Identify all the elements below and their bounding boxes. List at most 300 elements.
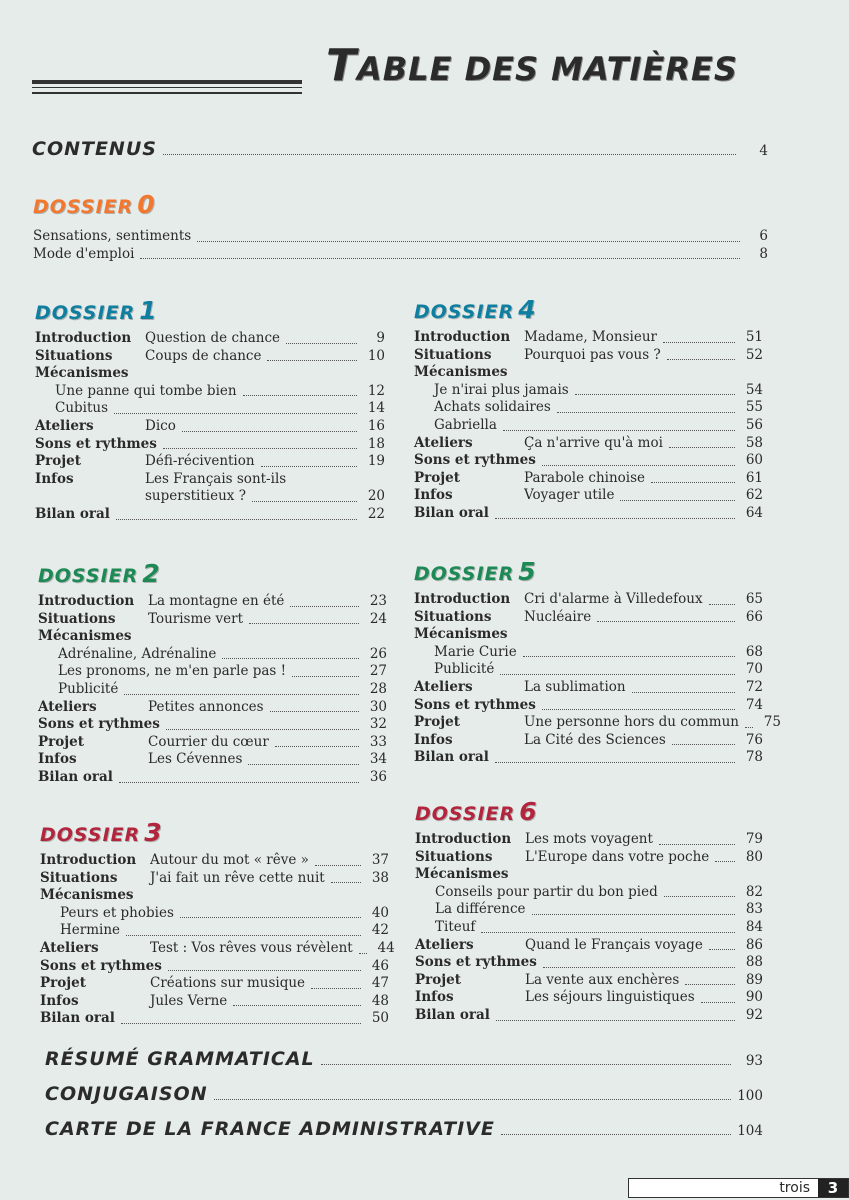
entry-title: Test : Vos rêves vous révèlent	[150, 939, 353, 956]
dot-leader	[542, 465, 735, 466]
dot-leader	[166, 729, 359, 730]
toc-entry[interactable]	[35, 400, 385, 418]
entry-title: Voyager utile	[524, 487, 615, 504]
dot-leader	[523, 656, 735, 657]
entry-label: Projet	[40, 975, 86, 992]
entry-label: Bilan oral	[415, 1006, 490, 1023]
toc-entry[interactable]	[35, 436, 385, 454]
dot-leader	[501, 1134, 731, 1135]
dot-leader	[168, 970, 361, 971]
toc-entry[interactable]	[40, 905, 389, 923]
entry-label: Ateliers	[414, 434, 473, 451]
dossier-6-heading: DOSSIER 6	[415, 797, 538, 826]
page-number: 47	[371, 975, 389, 992]
entry-label: Mécanismes	[35, 365, 129, 382]
toc-entry[interactable]	[414, 417, 763, 435]
toc-entry[interactable]	[38, 699, 387, 717]
entry-title: Nucléaire	[524, 608, 592, 625]
dot-leader	[542, 709, 735, 710]
entry-title: Créations sur musique	[150, 975, 306, 992]
page-number: 83	[745, 901, 763, 918]
entry-title: Gabriella	[434, 416, 497, 433]
entry-label: Mécanismes	[415, 866, 509, 883]
toc-entry[interactable]	[38, 611, 387, 629]
entry-title: Cri d'alarme à Villedefoux	[524, 591, 703, 607]
page-number: 36	[369, 768, 387, 785]
entry-label: Infos	[40, 992, 79, 1009]
entry-title: Hermine	[60, 922, 121, 939]
entry-label: Introduction	[40, 852, 137, 868]
dossier-1-heading: DOSSIER 1	[35, 296, 158, 325]
dot-leader	[575, 394, 735, 395]
dot-leader	[261, 466, 357, 467]
toc-entry[interactable]	[415, 1007, 763, 1025]
page-number: 32	[369, 716, 387, 733]
page-number: 40	[371, 904, 389, 921]
toc-entry[interactable]	[414, 347, 763, 365]
entry-title: Conseils pour partir du bon pied	[435, 883, 658, 900]
entry-title: Les mots voyagent	[525, 831, 653, 847]
toc-entry[interactable]	[415, 849, 763, 867]
page-number: 34	[369, 751, 387, 768]
entry-title: Petites annonces	[148, 698, 264, 715]
entry-label: Ateliers	[35, 417, 94, 434]
page-number: 18	[367, 435, 385, 452]
page-number: 55	[745, 399, 763, 416]
dot-leader	[249, 623, 359, 624]
dot-leader	[270, 711, 359, 712]
toc-entry[interactable]	[35, 506, 385, 524]
dot-leader	[701, 1002, 735, 1003]
entry-title: La différence	[435, 901, 526, 918]
entry-label: Situations	[38, 610, 116, 627]
toc-entry[interactable]	[35, 348, 385, 366]
entry-title: Titeuf	[435, 918, 476, 935]
entry-title: Publicité	[434, 661, 495, 678]
entry-title: Marie Curie	[434, 643, 517, 660]
dot-leader	[500, 674, 735, 675]
dot-leader	[163, 448, 357, 449]
dot-leader	[311, 988, 361, 989]
page-word: trois	[779, 1180, 810, 1196]
dot-leader	[197, 241, 740, 242]
page-number: 9	[376, 330, 385, 346]
toc-entry[interactable]	[40, 993, 389, 1011]
page-number: 38	[371, 869, 389, 886]
dot-leader	[496, 1020, 735, 1021]
entry-title: Coups de chance	[145, 347, 262, 364]
toc-entry[interactable]	[414, 591, 763, 609]
header-rule	[32, 80, 302, 94]
page-number: 64	[745, 504, 763, 521]
entry-title: Madame, Monsieur	[524, 329, 657, 345]
page-number: 88	[745, 954, 763, 971]
toc-entry[interactable]	[414, 382, 763, 400]
toc-contenus[interactable]	[32, 138, 768, 160]
dot-leader	[495, 762, 735, 763]
entry-label: Infos	[414, 487, 453, 504]
toc-entry[interactable]	[40, 870, 389, 888]
dot-leader	[659, 844, 735, 845]
dot-leader	[214, 1099, 731, 1100]
toc-entry[interactable]	[38, 751, 387, 769]
dot-leader	[286, 343, 357, 344]
page-footer	[628, 1178, 849, 1198]
dot-leader	[715, 861, 735, 862]
entry-label: Introduction	[415, 831, 512, 847]
page-number: 12	[367, 382, 385, 399]
entry-label: Ateliers	[38, 698, 97, 715]
page-number: 23	[369, 593, 387, 609]
page-number: 24	[369, 610, 387, 627]
page-number: 46	[371, 957, 389, 974]
toc-entry[interactable]	[35, 471, 385, 489]
entry-label: Infos	[414, 731, 453, 748]
dot-leader	[126, 935, 361, 936]
toc-entry[interactable]	[415, 989, 763, 1007]
toc-entry[interactable]: Mode d'emploi 8	[33, 245, 768, 262]
dot-leader	[252, 501, 357, 502]
toc-entry[interactable]	[38, 663, 387, 681]
entry-title: Les Français sont-ils	[145, 470, 287, 487]
dot-leader	[709, 604, 735, 605]
entry-label: Projet	[414, 714, 460, 731]
toc-entry[interactable]	[38, 734, 387, 752]
entry-label: Mécanismes	[414, 364, 508, 381]
page-number: 80	[745, 848, 763, 865]
page-number: 61	[745, 469, 763, 486]
page-number: 26	[369, 645, 387, 662]
page-number: 92	[745, 1006, 763, 1023]
page-number: 20	[367, 488, 385, 505]
page-number: 70	[745, 661, 763, 678]
toc-subheading	[415, 866, 763, 884]
toc-subheading	[35, 365, 385, 383]
page-number: 60	[745, 452, 763, 469]
toc-entry[interactable]	[415, 919, 763, 937]
dot-leader	[182, 431, 357, 432]
entry-title: J'ai fait un rêve cette nuit	[150, 869, 325, 886]
dot-leader	[532, 914, 735, 915]
page-number: 51	[745, 329, 763, 345]
toc-entry[interactable]	[414, 732, 763, 750]
toc-entry[interactable]	[35, 418, 385, 436]
page-number: 33	[369, 733, 387, 750]
toc-subheading	[38, 628, 387, 646]
toc-entry[interactable]	[415, 954, 763, 972]
dot-leader	[116, 519, 357, 520]
dot-leader	[667, 359, 735, 360]
dot-leader	[745, 727, 753, 728]
toc-entry[interactable]	[415, 831, 763, 849]
entry-label: Projet	[35, 453, 81, 470]
page-number-box: 3	[818, 1179, 848, 1197]
entry-title: Tourisme vert	[148, 610, 244, 627]
dot-leader	[669, 447, 735, 448]
toc-entry[interactable]	[414, 714, 781, 732]
entry-label: Sons et rythmes	[35, 435, 157, 452]
page-number: 48	[371, 992, 389, 1009]
page-number: 10	[367, 347, 385, 364]
toc-entry[interactable]	[414, 697, 763, 715]
page-number: 82	[745, 883, 763, 900]
dot-leader	[233, 1005, 361, 1006]
toc-entry[interactable]	[414, 749, 763, 767]
entry-label: Mécanismes	[38, 628, 132, 645]
dot-leader	[114, 413, 357, 414]
toc-entry[interactable]	[415, 972, 763, 990]
toc-entry[interactable]	[414, 505, 763, 523]
page-number: 90	[745, 989, 763, 1006]
toc-entry[interactable]	[40, 852, 389, 870]
page-number: 84	[745, 918, 763, 935]
dot-leader	[267, 360, 357, 361]
page-number: 79	[745, 831, 763, 847]
entry-label: Infos	[35, 470, 74, 487]
entry-title: Quand le Français voyage	[525, 936, 703, 953]
page-number: 4	[759, 143, 768, 159]
toc-entry[interactable]	[414, 329, 763, 347]
dot-leader	[632, 692, 735, 693]
dot-leader	[321, 1064, 731, 1065]
toc-entry[interactable]	[414, 435, 763, 453]
toc-entry[interactable]: Sensations, sentiments 6	[33, 228, 768, 244]
entry-label: Bilan oral	[40, 1010, 115, 1027]
dot-leader	[124, 694, 359, 695]
entry-label: Situations	[414, 346, 492, 363]
entry-title: La montagne en été	[148, 593, 285, 609]
entry-title: Adrénaline, Adrénaline	[58, 645, 217, 662]
toc-entry[interactable]	[35, 453, 385, 471]
entry-label: Sons et rythmes	[40, 957, 162, 974]
toc-entry[interactable]	[415, 884, 763, 902]
page-number: 72	[745, 678, 763, 695]
entry-title: Pourquoi pas vous ?	[524, 346, 661, 363]
page-number: 76	[745, 731, 763, 748]
toc-resume-grammatical[interactable]: RÉSUMÉ GRAMMATICAL 93	[45, 1048, 763, 1070]
entry-title: Une panne qui tombe bien	[55, 382, 237, 399]
dot-leader	[663, 342, 735, 343]
toc-entry[interactable]	[38, 769, 387, 787]
page-number: 58	[745, 434, 763, 451]
entry-title: Autour du mot « rêve »	[150, 852, 309, 868]
entry-title: Une personne hors du commun	[524, 714, 739, 731]
dot-leader	[557, 412, 735, 413]
dot-leader	[275, 746, 359, 747]
dossier-2-heading: DOSSIER 2	[38, 559, 161, 588]
page-number: 22	[367, 505, 385, 522]
dot-leader	[290, 606, 359, 607]
dossier-4-entries	[414, 329, 763, 523]
toc-entry[interactable]	[414, 470, 763, 488]
entry-title: Achats solidaires	[434, 399, 551, 416]
entry-label: Bilan oral	[414, 504, 489, 521]
entry-title: Les Cévennes	[148, 751, 243, 768]
page-number: 66	[745, 608, 763, 625]
toc-subheading	[414, 626, 763, 644]
dot-leader	[481, 932, 735, 933]
toc-carte-france[interactable]: CARTE DE LA FRANCE ADMINISTRATIVE 104	[45, 1118, 763, 1140]
entry-label: Introduction	[35, 330, 132, 346]
entry-title: Dico	[145, 417, 176, 434]
toc-subheading	[40, 887, 389, 905]
dot-leader	[495, 518, 735, 519]
dot-leader	[331, 882, 361, 883]
toc-entry[interactable]	[40, 975, 389, 993]
page-number: 28	[369, 680, 387, 697]
toc-entry[interactable]	[414, 452, 763, 470]
entry-label: Mécanismes	[40, 887, 134, 904]
toc-entry[interactable]	[414, 679, 763, 697]
dot-leader	[222, 658, 359, 659]
dot-leader	[243, 395, 357, 396]
dot-leader	[121, 1023, 361, 1024]
entry-label: Introduction	[414, 329, 511, 345]
dot-leader	[620, 500, 735, 501]
page-number: 62	[745, 487, 763, 504]
toc-entry[interactable]	[35, 383, 385, 401]
dot-leader	[543, 967, 735, 968]
entry-label: Sons et rythmes	[414, 452, 536, 469]
page-number: 19	[367, 453, 385, 470]
entry-label: Infos	[38, 751, 77, 768]
toc-entry[interactable]	[35, 330, 385, 348]
page-number: 16	[367, 417, 385, 434]
entry-label: Ateliers	[414, 678, 473, 695]
dossier-3-heading: DOSSIER 3	[40, 818, 163, 847]
entry-title: Ça n'arrive qu'à moi	[524, 434, 663, 451]
dossier-4-heading: DOSSIER 4	[414, 295, 537, 324]
toc-subheading	[414, 364, 763, 382]
dot-leader	[651, 482, 735, 483]
entry-title: Les séjours linguistiques	[525, 989, 695, 1006]
toc-entry[interactable]	[414, 644, 763, 662]
page-number: 78	[745, 749, 763, 766]
dot-leader	[140, 258, 740, 259]
toc-entry[interactable]	[414, 661, 763, 679]
entry-label: Infos	[415, 989, 454, 1006]
entry-label: Sons et rythmes	[415, 954, 537, 971]
entry-label: Bilan oral	[414, 749, 489, 766]
toc-entry[interactable]	[38, 681, 387, 699]
page-number: 56	[745, 416, 763, 433]
dot-leader	[292, 676, 359, 677]
entry-label: Mécanismes	[414, 626, 508, 643]
entry-title: L'Europe dans votre poche	[525, 848, 710, 865]
entry-title: Les pronoms, ne m'en parle pas !	[58, 663, 287, 680]
page-number: 27	[369, 663, 387, 680]
dossier-5-heading: DOSSIER 5	[414, 557, 537, 586]
entry-title: Courrier du cœur	[148, 733, 269, 750]
entry-label: Projet	[414, 469, 460, 486]
page-number: 44	[377, 939, 395, 956]
dossier-2-entries	[38, 593, 387, 787]
dot-leader	[248, 764, 359, 765]
entry-title: Parabole chinoise	[524, 469, 646, 486]
dot-leader	[597, 621, 735, 622]
page-number: 30	[369, 698, 387, 715]
entry-label: Situations	[415, 848, 493, 865]
dot-leader	[180, 917, 361, 918]
page-number: 75	[763, 714, 781, 731]
entry-label: Projet	[38, 733, 84, 750]
entry-title: La sublimation	[524, 678, 626, 695]
page-number: 52	[745, 346, 763, 363]
dot-leader	[503, 430, 735, 431]
toc-entry[interactable]	[35, 488, 385, 506]
page-number: 42	[371, 922, 389, 939]
entry-label: Situations	[40, 869, 118, 886]
dossier-6-entries	[415, 831, 763, 1025]
page-title: TABLE DES MATIÈRES	[326, 40, 738, 91]
entry-title: Question de chance	[145, 330, 281, 346]
dot-leader	[664, 896, 735, 897]
toc-entry[interactable]	[40, 1010, 389, 1028]
entry-title: Je n'irai plus jamais	[434, 381, 569, 398]
dossier-0-entries	[33, 228, 768, 263]
page-number: 74	[745, 696, 763, 713]
entry-label: Sons et rythmes	[414, 696, 536, 713]
entry-label: Ateliers	[40, 939, 99, 956]
toc-entry[interactable]	[40, 958, 389, 976]
dot-leader	[163, 154, 736, 155]
toc-entry[interactable]	[414, 609, 763, 627]
toc-entry[interactable]	[414, 399, 763, 417]
toc-entry[interactable]	[38, 593, 387, 611]
page-number: 86	[745, 936, 763, 953]
toc-entry[interactable]	[38, 646, 387, 664]
page-number: 65	[745, 591, 763, 607]
toc-entry[interactable]	[414, 487, 763, 505]
dot-leader	[672, 744, 735, 745]
entry-title: Cubitus	[55, 400, 109, 417]
dot-leader	[685, 984, 735, 985]
entry-title: La vente aux enchères	[525, 971, 680, 988]
entry-label: Situations	[35, 347, 113, 364]
entry-title: Défi-récivention	[145, 453, 255, 470]
dot-leader	[359, 953, 367, 954]
toc-entry[interactable]	[40, 939, 395, 958]
entry-label: Sons et rythmes	[38, 716, 160, 733]
entry-label: Introduction	[38, 593, 135, 609]
page-number: 68	[745, 643, 763, 660]
dossier-3-entries	[40, 852, 395, 1028]
toc-entry[interactable]	[415, 937, 763, 955]
dot-leader	[315, 865, 361, 866]
entry-title: La Cité des Sciences	[524, 731, 666, 748]
page-number: 37	[371, 852, 389, 868]
entry-label: Projet	[415, 971, 461, 988]
toc-entry[interactable]	[38, 716, 387, 734]
dossier-1-entries	[35, 330, 385, 524]
entry-title: Peurs et phobies	[60, 904, 174, 921]
dossier-0-heading: DOSSIER 0	[33, 190, 156, 219]
dot-leader	[119, 782, 359, 783]
entry-label: Bilan oral	[38, 768, 113, 785]
entry-label: Introduction	[414, 591, 511, 607]
entry-title: Publicité	[58, 680, 119, 697]
contenus-label: CONTENUS	[32, 138, 157, 160]
page-number: 50	[371, 1010, 389, 1027]
entry-title: Jules Verne	[150, 992, 228, 1009]
dossier-5-entries	[414, 591, 781, 767]
toc-entry[interactable]	[415, 901, 763, 919]
entry-label: Ateliers	[415, 936, 474, 953]
page-number: 54	[745, 381, 763, 398]
dot-leader	[709, 949, 735, 950]
toc-conjugaison[interactable]: CONJUGAISON 100	[45, 1083, 763, 1105]
toc-entry[interactable]	[40, 922, 389, 940]
